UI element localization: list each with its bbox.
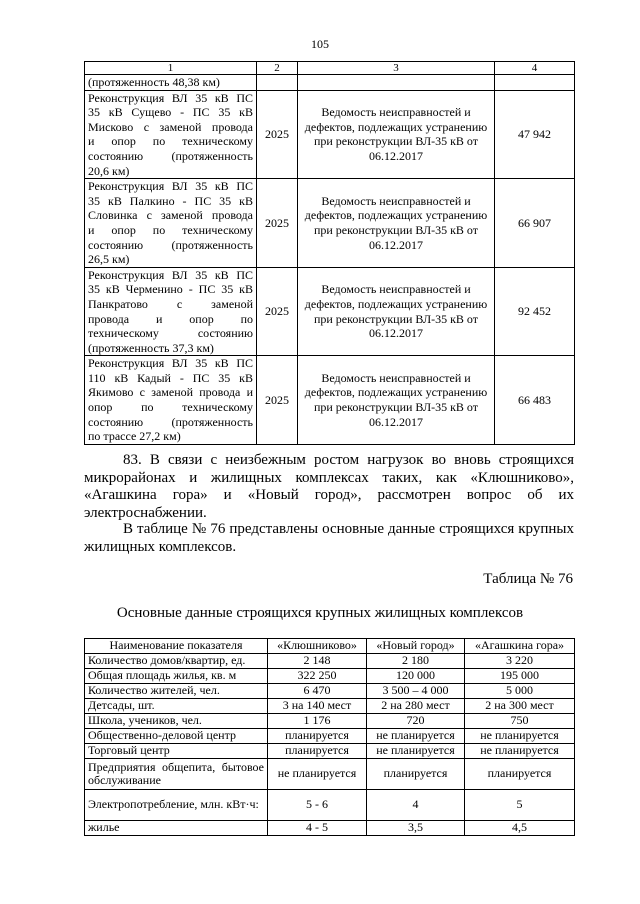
table-row bbox=[85, 90, 575, 179]
reconstruction-table bbox=[84, 61, 575, 445]
basis-cell: Ведомость неисправностей и дефектов, подлежащих устранению при реконструкции ВЛ-35 кВ от 06.12.2017 bbox=[298, 90, 495, 179]
continuation-cell: (протяженность 48,38 км) bbox=[85, 75, 257, 91]
basis-cell: Ведомость неисправностей и дефектов, подлежащих устранению при реконструкции ВЛ-35 кВ от 06.12.2017 bbox=[298, 356, 495, 445]
table-row: Количество домов/квартир, ед. 2 148 2 180 3 220 bbox=[85, 654, 575, 669]
header-cell: 1 bbox=[85, 62, 257, 75]
header-cell: «Клюшниково» bbox=[268, 639, 367, 654]
description-cell: Реконструкция ВЛ 35 кВ ПС 110 кВ Кадый - ПС 35 кВ Якимово с заменой провода и опор по техническому состоянию (протяженность по трассе 27,2 км) bbox=[85, 356, 257, 445]
description-cell: Реконструкция ВЛ 35 кВ ПС 35 кВ Черменино - ПС 35 кВ Панкратово с заменой провода и опор по техническому состоянию (протяженность 37,3 км) bbox=[85, 267, 257, 356]
paragraph-83: 83. В связи с неизбежным ростом нагрузок во вновь строящихся микрорайонах и жилищных комплексах таких, как «Клюшниково», «Агашкина гора» и «Новый город», рассмотрен вопрос об их электроснабжении. bbox=[84, 452, 574, 521]
table-row: Общественно-деловой центр планируется не планируется не планируется bbox=[85, 729, 575, 744]
table-row: Торговый центр планируется не планируется не планируется bbox=[85, 744, 575, 759]
basis-cell: Ведомость неисправностей и дефектов, подлежащих устранению при реконструкции ВЛ-35 кВ от 06.12.2017 bbox=[298, 267, 495, 356]
paragraph-table-reference: В таблице № 76 представлены основные данные строящихся крупных жилищных комплексов. bbox=[84, 521, 574, 555]
table-title: Основные данные строящихся крупных жилищных комплексов bbox=[116, 605, 524, 621]
amount-cell: 66 907 bbox=[495, 179, 575, 268]
housing-complexes-table bbox=[84, 638, 575, 836]
table-number: Таблица № 76 bbox=[483, 571, 573, 587]
table-row: жилье 4 - 5 3,5 4,5 bbox=[85, 821, 575, 836]
header-cell: 4 bbox=[495, 62, 575, 75]
header-cell: 2 bbox=[257, 62, 298, 75]
page-number: 105 bbox=[311, 37, 329, 51]
header-cell: «Агашкина гора» bbox=[465, 639, 575, 654]
amount-cell: 92 452 bbox=[495, 267, 575, 356]
description-cell: Реконструкция ВЛ 35 кВ ПС 35 кВ Сущево - ПС 35 кВ Мисково с заменой провода и опор по техническому состоянию (протяженность 20,6 км) bbox=[85, 90, 257, 179]
header-cell: 3 bbox=[298, 62, 495, 75]
table-row bbox=[85, 356, 575, 445]
year-cell: 2025 bbox=[257, 179, 298, 268]
table-row: Предприятия общепита, бытовое обслуживание не планируется планируется планируется bbox=[85, 759, 575, 790]
header-cell: «Новый город» bbox=[367, 639, 465, 654]
table-row: Детсады, шт. 3 на 140 мест 2 на 280 мест 2 на 300 мест bbox=[85, 699, 575, 714]
table-row: Общая площадь жилья, кв. м 322 250 120 000 195 000 bbox=[85, 669, 575, 684]
table-row: Школа, учеников, чел. 1 176 720 750 bbox=[85, 714, 575, 729]
description-cell: Реконструкция ВЛ 35 кВ ПС 35 кВ Палкино - ПС 35 кВ Словинка с заменой провода и опор по техническому состоянию (протяженность 26,5 км) bbox=[85, 179, 257, 268]
table-row: Электропотребление, млн. кВт·ч: 5 - 6 4 5 bbox=[85, 790, 575, 821]
amount-cell: 66 483 bbox=[495, 356, 575, 445]
amount-cell: 47 942 bbox=[495, 90, 575, 179]
table-header-row bbox=[85, 62, 575, 75]
header-cell: Наименование показателя bbox=[85, 639, 268, 654]
basis-cell: Ведомость неисправностей и дефектов, подлежащих устранению при реконструкции ВЛ-35 кВ от 06.12.2017 bbox=[298, 179, 495, 268]
table-row bbox=[85, 267, 575, 356]
table-row bbox=[85, 75, 575, 91]
year-cell: 2025 bbox=[257, 356, 298, 445]
table-header-row bbox=[85, 639, 575, 654]
table-row bbox=[85, 179, 575, 268]
table-row: Количество жителей, чел. 6 470 3 500 – 4 000 5 000 bbox=[85, 684, 575, 699]
year-cell: 2025 bbox=[257, 267, 298, 356]
year-cell: 2025 bbox=[257, 90, 298, 179]
